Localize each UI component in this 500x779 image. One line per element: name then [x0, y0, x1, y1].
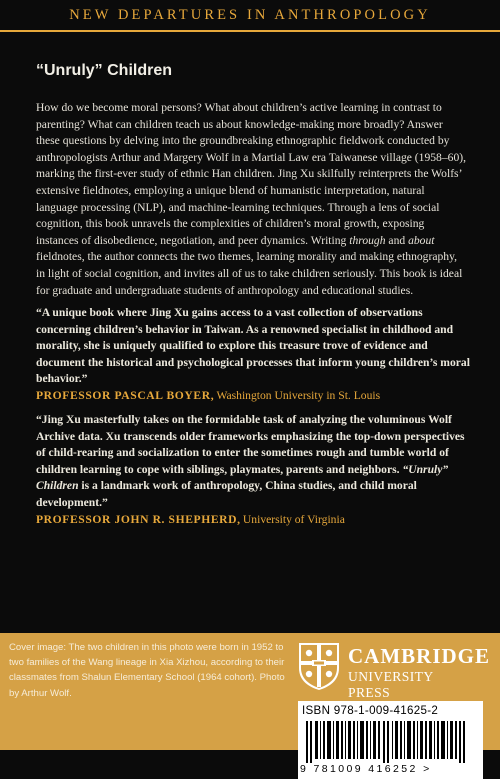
- endorser-name: PROFESSOR JOHN R. SHEPHERD: [36, 512, 238, 526]
- endorsement-quote-end: is a landmark work of anthropology, China studies, and child moral development.”: [36, 479, 417, 509]
- endorser-affiliation: Washington University in St. Louis: [216, 388, 381, 402]
- endorsement-1: [36, 305, 476, 405]
- series-divider: [0, 30, 500, 32]
- description-emphasis-1: through: [349, 233, 386, 247]
- endorsement-title-emphasis: “Unruly” Children: [36, 462, 449, 493]
- book-title: “Unruly” Children: [36, 62, 173, 79]
- isbn-number: ISBN 978-1-009-41625-2: [302, 704, 439, 717]
- publisher-name-line2: UNIVERSITY PRESS: [348, 669, 434, 700]
- endorser-name: PROFESSOR PASCAL BOYER: [36, 388, 211, 402]
- endorsement-2: [36, 412, 476, 528]
- barcode-digits: 9 781009 416252 >: [300, 763, 432, 775]
- endorsement-attribution: PROFESSOR PASCAL BOYER, Washington University in St. Louis: [36, 388, 381, 402]
- endorser-affiliation: University of Virginia: [242, 512, 345, 526]
- footer-band: [0, 633, 500, 775]
- book-description: [36, 100, 468, 299]
- description-text-3: fieldnotes, the author connects the two themes, learning morality and making ethnography, in light of social cognition, and invites all of us to take children seriously. This book is ideal for graduate and undergraduate students of anthropology and educational studies.: [36, 250, 463, 297]
- description-emphasis-2: about: [408, 233, 435, 247]
- publisher-logo: [296, 641, 491, 700]
- crest-icon: [296, 641, 342, 691]
- publisher-name-line1: CAMBRIDGE: [348, 644, 491, 668]
- endorsement-quote: “Jing Xu masterfully takes on the formidable task of analyzing the voluminous Wolf Archive data. Xu transcends older frameworks emphasizing the top-down perspectives of child-rearing and socialization to enter the sometimes rough and tumble world of children learning to cope with siblings, playmates, parents and neighbors.: [36, 413, 465, 476]
- endorsement-quote: “A unique book where Jing Xu gains access to a vast collection of observations concerning children’s behavior in Taiwan. As a renowned specialist in childhood and morality, she is uniquely qualified to explore this treasure trove of evidence and document the historical and psychological processes that inform young children’s moral behavior.”: [36, 306, 470, 386]
- cover-image-caption: Cover image: The two children in this photo were born in 1952 to two families of the Wang lineage in Xia Xizhou, according to their classmates from Shalun Elementary School (1964 cohort). Photo by Arthur Wolf.: [9, 642, 285, 699]
- barcode-icon: [306, 721, 476, 763]
- description-text-1: How do we become moral persons? What about children’s active learning in contrast to parenting? What can children teach us about knowledge-making more broadly? Answer these questions by delving into the groundbreaking ethnographic fieldwork conducted by anthropologists Arthur and Margery Wolf in a Martial Law era Taiwanese village (1958–60), marking the first-ever study of ethnic Han children. Jing Xu skilfully reinterprets the Wolfs’ extensive fieldnotes, employing a unique blend of humanistic interpretation, natural language processing (NLP), and machine-learning techniques. Through a lens of social cognition, this book unravels the complexities of children’s moral growth, exposing instances of disobedience, negotiation, and peer dynamics. Writing: [36, 101, 467, 247]
- isbn-barcode: [298, 701, 483, 779]
- series-title: NEW DEPARTURES IN ANTHROPOLOGY: [69, 7, 431, 23]
- endorsement-attribution: PROFESSOR JOHN R. SHEPHERD, University of Virginia: [36, 512, 345, 526]
- description-text-2: and: [385, 233, 409, 247]
